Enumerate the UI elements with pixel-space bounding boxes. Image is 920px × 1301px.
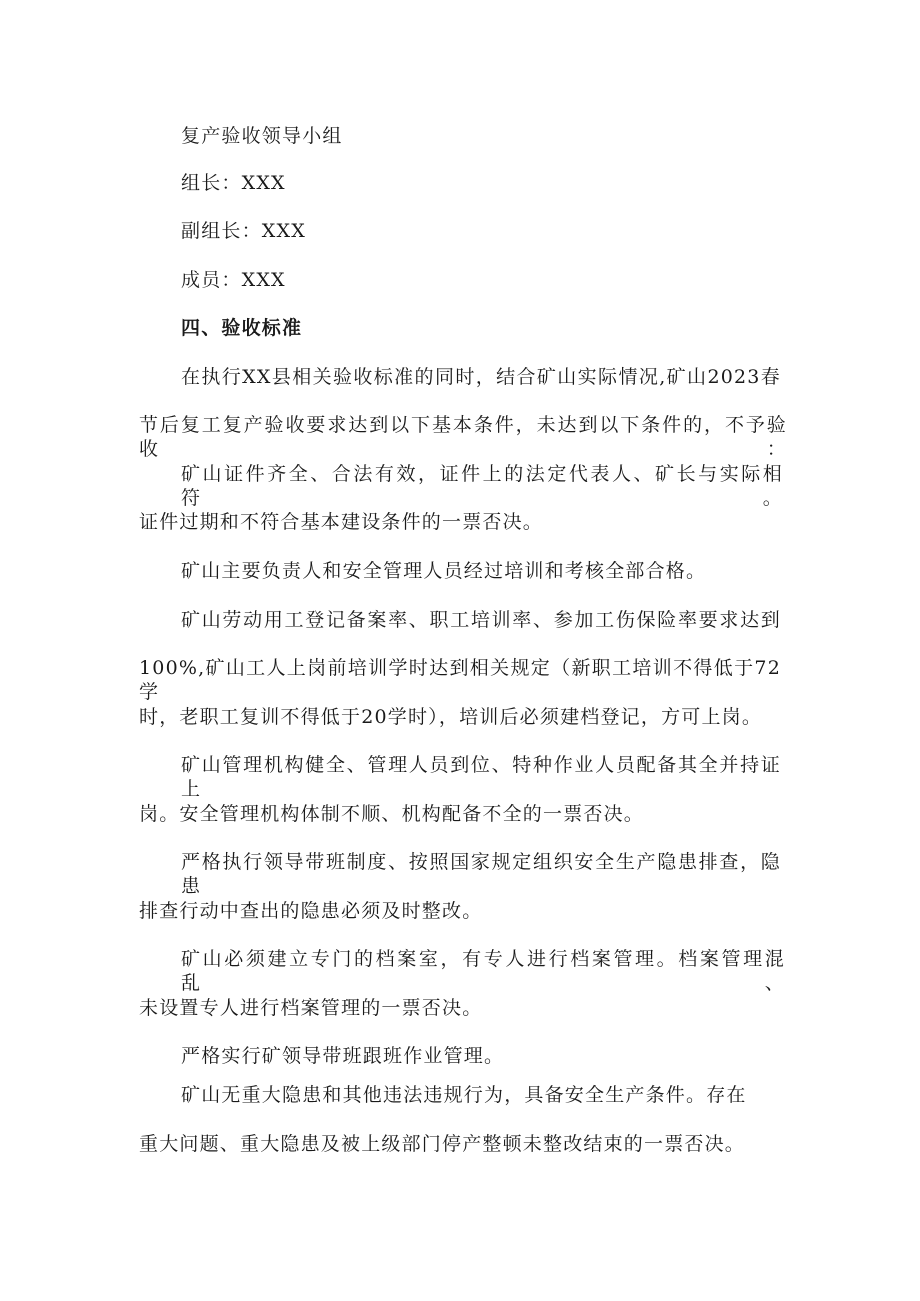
- paragraph-line: 矿山主要负责人和安全管理人员经过培训和考核全部合格。: [181, 560, 707, 582]
- paragraph-line: 岗。安全管理机构体制不顺、机构配备不全的一票否决。: [139, 803, 645, 825]
- paragraph-line: 重大问题、重大隐患及被上级部门停产整顿未整改结束的一票否决。: [139, 1133, 746, 1155]
- paragraph-line: 矿山管理机构健全、管理人员到位、特种作业人员配备其全并持证上: [181, 754, 781, 800]
- paragraph-line: 证件过期和不符合基本建设条件的一票否决。: [139, 511, 544, 533]
- paragraph-line: 矿山劳动用工登记备案率、职工培训率、参加工伤保险率要求达到: [181, 609, 781, 631]
- deputy-group-leader: 副组长：XXX: [181, 220, 306, 242]
- section-heading: 四、验收标准: [181, 317, 303, 339]
- group-members: 成员：XXX: [181, 269, 286, 291]
- paragraph-line: 矿山必须建立专门的档案室，有专人进行档案管理。档案管理混乱、: [181, 948, 785, 994]
- paragraph-line: 矿山证件齐全、合法有效，证件上的法定代表人、矿长与实际相符。: [181, 463, 783, 509]
- paragraph-line: 时，老职工复训不得低于20学时），培训后必须建档登记，方可上岗。: [139, 706, 763, 728]
- group-title: 复产验收领导小组: [181, 125, 343, 147]
- paragraph-line: 未设置专人进行档案管理的一票否决。: [139, 997, 483, 1019]
- paragraph-line: 严格执行领导带班制度、按照国家规定组织安全生产隐患排查，隐患: [181, 851, 781, 897]
- group-leader: 组长：XXX: [181, 172, 286, 194]
- paragraph-line: 排查行动中查出的隐患必须及时整改。: [139, 900, 483, 922]
- paragraph-line: 严格实行矿领导带班跟班作业管理。: [181, 1045, 505, 1067]
- paragraph-line: 100%,矿山工人上岗前培训学时达到相关规定（新职工培训不得低于72学: [139, 657, 781, 703]
- paragraph-line: 在执行XX县相关验收标准的同时，结合矿山实际情况,矿山2023春: [181, 366, 781, 388]
- paragraph-line: 节后复工复产验收要求达到以下基本条件，未达到以下条件的，不予验收：: [139, 414, 787, 460]
- paragraph-line: 矿山无重大隐患和其他违法违规行为，具备安全生产条件。存在: [181, 1084, 747, 1106]
